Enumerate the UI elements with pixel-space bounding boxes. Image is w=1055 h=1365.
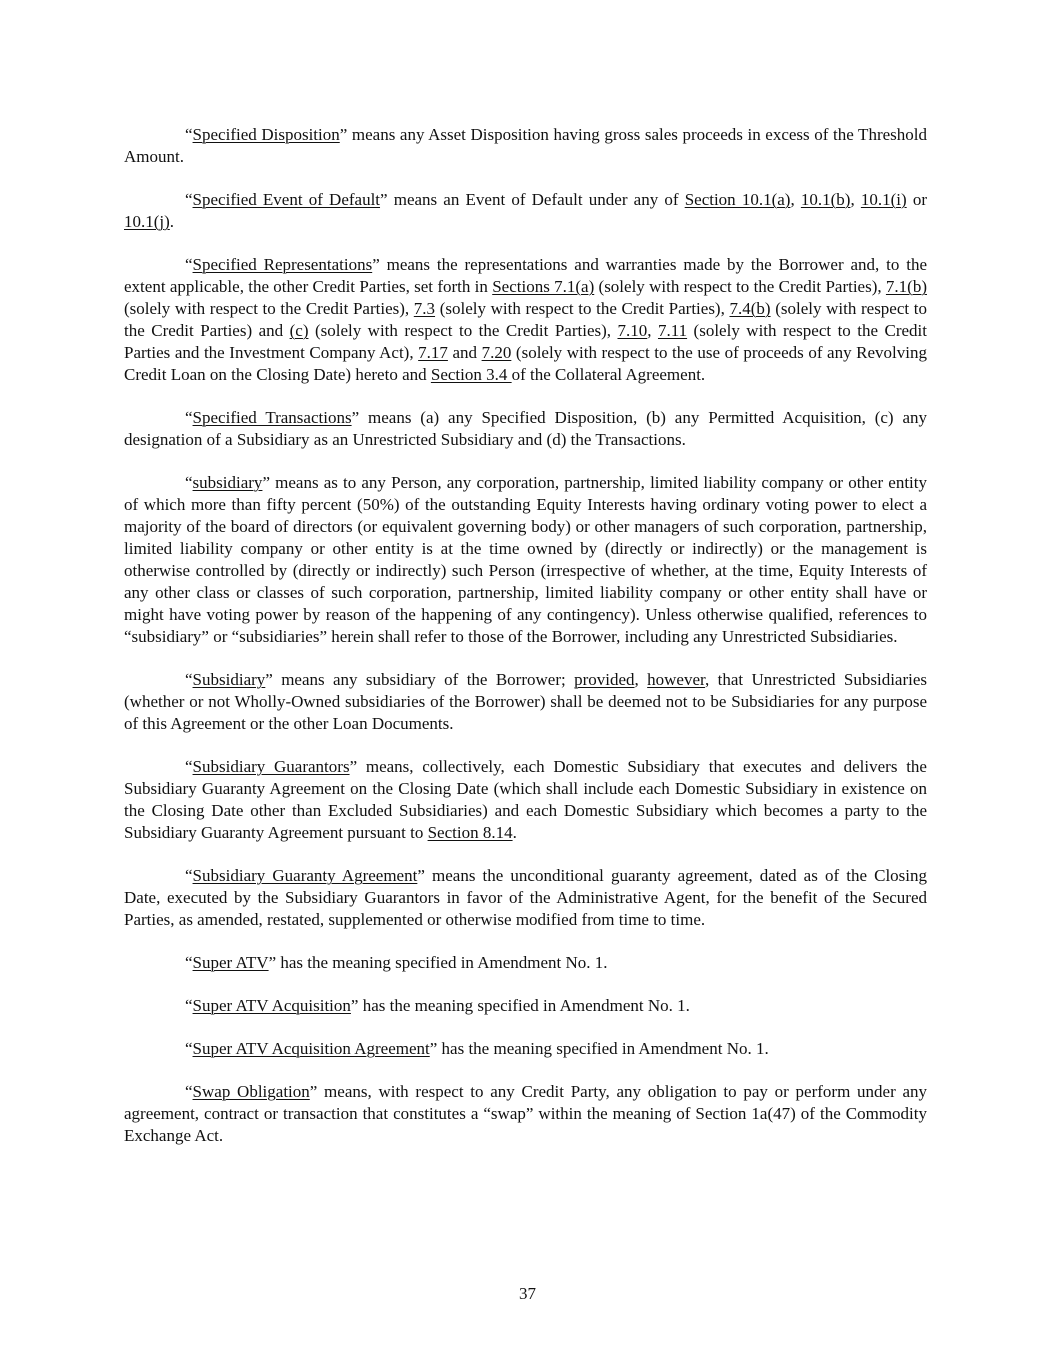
defined-term: Section 3.4 bbox=[430, 365, 512, 384]
definition-super-atv bbox=[124, 952, 927, 974]
defined-term: Subsidiary Guarantors bbox=[192, 757, 350, 776]
definition-text: ” has the meaning specified in Amendment No. 1. bbox=[429, 1039, 769, 1058]
defined-term: Sections 7.1(a) bbox=[492, 277, 595, 296]
definition-text: “ bbox=[185, 190, 193, 209]
defined-term: Super ATV Acquisition Agreement bbox=[192, 1039, 430, 1058]
definition-text: . bbox=[169, 212, 175, 231]
definition-text: , that Unrestricted Subsidiaries (whether or not Wholly-Owned subsidiaries of the Borrower) shall be deemed not to be Subsidiaries for any purpose of this Agreement or the other Loan Documents. bbox=[124, 670, 928, 733]
definition-text: “ bbox=[185, 757, 193, 776]
definition-text: , bbox=[790, 190, 801, 209]
page-number: 37 bbox=[519, 1284, 536, 1303]
definition-super-atv-acquisition-agreement bbox=[124, 1038, 927, 1060]
definition-text: “ bbox=[185, 996, 193, 1015]
definition-text: ” means the unconditional guaranty agreement, dated as of the Closing Date, executed by the Subsidiary Guarantors in favor of the Administrative Agent, for the benefit of the Secured Parties, as amended, restated, supplemented or otherwise modified from time to time. bbox=[124, 866, 928, 929]
definition-specified-transactions bbox=[124, 407, 927, 451]
definition-text: ” means (a) any Specified Disposition, (b) any Permitted Acquisition, (c) any designation of a Subsidiary as an Unrestricted Subsidiary and (d) the Transactions. bbox=[124, 408, 927, 449]
defined-term: Super ATV bbox=[192, 953, 269, 972]
definition-text: . bbox=[512, 823, 517, 842]
defined-term: 10.1(b) bbox=[800, 190, 851, 209]
defined-term: Subsidiary Guaranty Agreement bbox=[192, 866, 418, 885]
definitions-list bbox=[124, 124, 927, 1147]
defined-term: 7.4(b) bbox=[729, 299, 771, 318]
definition-text: , bbox=[647, 321, 658, 340]
definition-text: of the Collateral Agreement. bbox=[511, 365, 706, 384]
defined-term: Swap Obligation bbox=[192, 1082, 310, 1101]
defined-term: subsidiary bbox=[192, 473, 263, 492]
definition-specified-representations bbox=[124, 254, 927, 386]
definition-text: or bbox=[906, 190, 928, 209]
definition-super-atv-acquisition bbox=[124, 995, 927, 1017]
definition-text: ” means, collectively, each Domestic Subsidiary that executes and delivers the Subsidiary Guaranty Agreement on the Closing Date (which shall include each Domestic Subsidiary in existence on the Closing Date other than Excluded Subsidiaries) and each Domestic Subsidiary which becomes a party to the Subsidiary Guaranty Agreement pursuant to bbox=[124, 757, 927, 842]
definition-text: “ bbox=[185, 255, 193, 274]
defined-term: however bbox=[647, 670, 706, 689]
defined-term: 7.3 bbox=[413, 299, 436, 318]
defined-term: 10.1(j) bbox=[124, 212, 170, 231]
defined-term: (c) bbox=[289, 321, 309, 340]
definition-text: “ bbox=[185, 866, 193, 885]
definition-subsidiary-guarantors bbox=[124, 756, 927, 844]
definition-text: “ bbox=[185, 953, 193, 972]
definition-text: (solely with respect to the use of proceeds of any Revolving Credit Loan on the Closing Date) hereto and bbox=[124, 343, 927, 384]
defined-term: 7.1(b) bbox=[885, 277, 927, 296]
defined-term: Specified Representations bbox=[192, 255, 373, 274]
definition-text: , bbox=[634, 670, 648, 689]
definition-text: and bbox=[447, 343, 482, 362]
definition-specified-disposition bbox=[124, 124, 927, 168]
defined-term: Section 10.1(a) bbox=[684, 190, 791, 209]
definition-text: (solely with respect to the Credit Parties), bbox=[124, 299, 414, 318]
definition-text: “ bbox=[185, 1039, 193, 1058]
definition-text: (solely with respect to the Credit Parties), bbox=[308, 321, 618, 340]
defined-term: Specified Disposition bbox=[192, 125, 340, 144]
definition-subsidiary bbox=[124, 669, 927, 735]
definition-subsidiary-lowercase bbox=[124, 472, 927, 648]
definition-text: ” means, with respect to any Credit Party, any obligation to pay or perform under any agreement, contract or transaction that constitutes a “swap” within the meaning of Section 1a(47) of the Commodity Exchange Act. bbox=[124, 1082, 928, 1145]
definition-text: “ bbox=[185, 473, 193, 492]
definition-text: “ bbox=[185, 670, 193, 689]
definition-text: ” means any subsidiary of the Borrower; bbox=[265, 670, 575, 689]
defined-term: 10.1(i) bbox=[860, 190, 907, 209]
definition-text: ” means any Asset Disposition having gross sales proceeds in excess of the Threshold Amount. bbox=[124, 125, 927, 166]
document-page bbox=[124, 124, 927, 1168]
definition-text: (solely with respect to the Credit Parties), bbox=[435, 299, 730, 318]
definition-text: ” has the meaning specified in Amendment No. 1. bbox=[268, 953, 608, 972]
definition-text: “ bbox=[185, 1082, 193, 1101]
definition-specified-event-of-default bbox=[124, 189, 927, 233]
definition-text: “ bbox=[185, 125, 193, 144]
definition-text: (solely with respect to the Credit Parties) and bbox=[124, 299, 927, 340]
definition-text: ” means an Event of Default under any of bbox=[380, 190, 685, 209]
defined-term: 7.11 bbox=[657, 321, 688, 340]
defined-term: provided bbox=[574, 670, 635, 689]
defined-term: 7.17 bbox=[418, 343, 448, 362]
definition-swap-obligation bbox=[124, 1081, 927, 1147]
defined-term: 7.10 bbox=[617, 321, 648, 340]
defined-term: Specified Event of Default bbox=[192, 190, 381, 209]
defined-term: Subsidiary bbox=[192, 670, 266, 689]
defined-term: Super ATV Acquisition bbox=[192, 996, 351, 1015]
definition-text: “ bbox=[185, 408, 193, 427]
defined-term: 7.20 bbox=[481, 343, 512, 362]
defined-term: Section 8.14 bbox=[427, 823, 513, 842]
definition-text: ” means as to any Person, any corporation, partnership, limited liability company or other entity of which more than fifty percent (50%) of the outstanding Equity Interests having ordinary voting power to elect a majority of the board of directors (or equivalent governing body) or other managers of such corporation, partnership, limited liability company or other entity is at the time owned by (directly or indirectly) or the management is otherwise controlled by (directly or indirectly) such Person (irrespective of whether, at the time, Equity Interests of any other class or classes of such corporation, partnership, limited liability company or other entity shall have or might have voting power by reason of the happening of any contingency). Unless otherwise qualified, references to “subsidiary” or “subsidiaries” herein shall refer to those of the Borrower, including any Unrestricted Subsidiaries. bbox=[124, 473, 927, 646]
defined-term: Specified Transactions bbox=[192, 408, 352, 427]
definition-text: ” has the meaning specified in Amendment No. 1. bbox=[350, 996, 690, 1015]
definition-subsidiary-guaranty-agreement bbox=[124, 865, 927, 931]
definition-text: (solely with respect to the Credit Parties), bbox=[594, 277, 886, 296]
definition-text: ” means the representations and warranties made by the Borrower and, to the extent applicable, the other Credit Parties, set forth in bbox=[124, 255, 927, 296]
definition-text: , bbox=[850, 190, 861, 209]
definition-text: (solely with respect to the Credit Parties and the Investment Company Act), bbox=[124, 321, 927, 362]
